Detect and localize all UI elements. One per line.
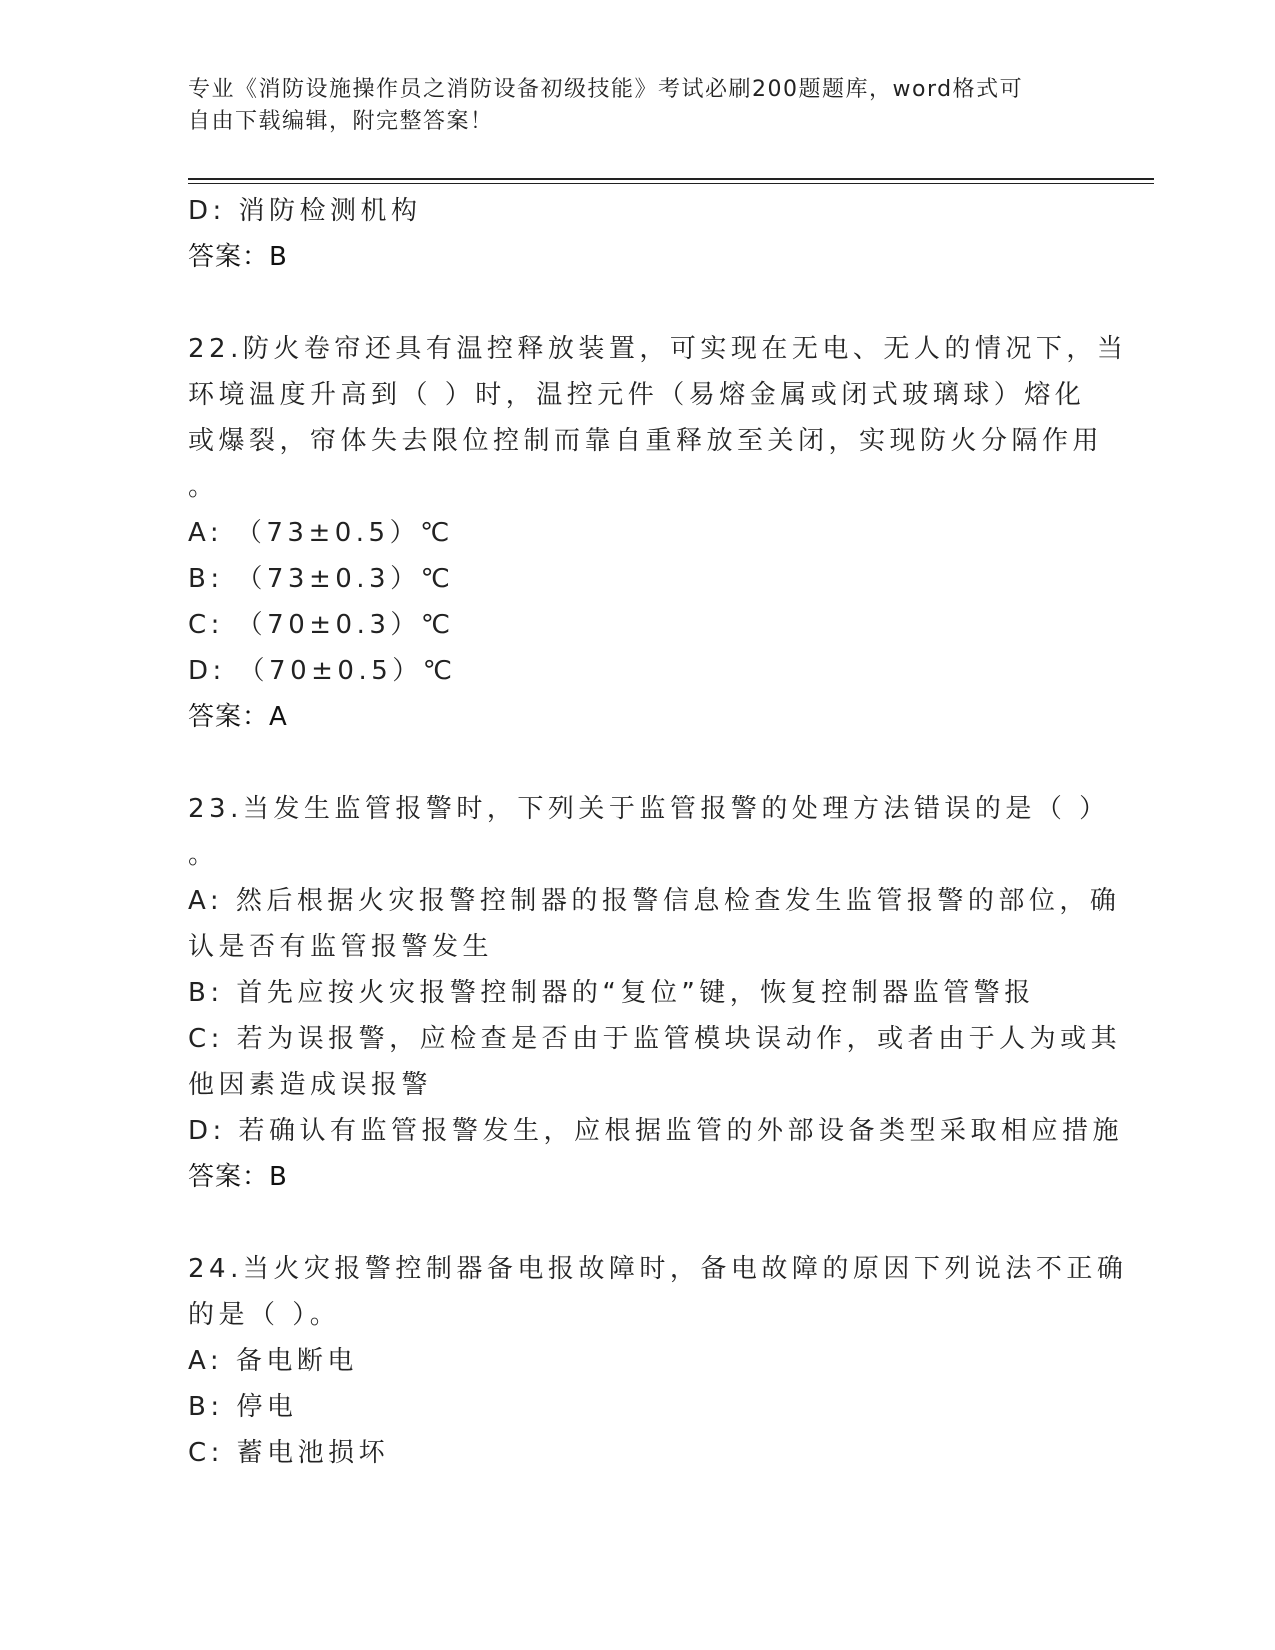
question-stem-line: 环境温度升高到（ ）时，温控元件（易熔金属或闭式玻璃球）熔化	[188, 380, 1086, 410]
document-content	[188, 188, 1128, 1476]
option-c: C: 若为误报警，应检查是否由于监管模块误动作，或者由于人为或其	[188, 1024, 1122, 1054]
question-stem-line: 。	[188, 472, 219, 502]
question-stem-line: 23.当发生监管报警时，下列关于监管报警的处理方法错误的是（ ）	[188, 794, 1110, 824]
option-d: D: （70±0.5）℃	[188, 656, 457, 686]
question-stem-line: 或爆裂，帘体失去限位控制而靠自重释放至关闭，实现防火分隔作用	[188, 426, 1104, 456]
question-stem-line: 22.防火卷帘还具有温控释放装置，可实现在无电、无人的情况下，当	[188, 334, 1128, 364]
header-rule-thick	[188, 178, 1154, 180]
question-24	[188, 1246, 1128, 1476]
answer: 答案：B	[188, 242, 288, 272]
question-stem-line: 。	[188, 840, 219, 870]
option-d: D: 消防检测机构	[188, 196, 422, 226]
option-a: A: 然后根据火灾报警控制器的报警信息检查发生监管报警的部位，确	[188, 886, 1121, 916]
spacer	[188, 740, 1088, 786]
option-a-continued: 认是否有监管报警发生	[188, 932, 494, 962]
page-header	[188, 74, 1068, 138]
question-stem-line: 的是（ ）。	[188, 1300, 341, 1330]
spacer	[188, 280, 1088, 326]
option-c: C: 蓄电池损坏	[188, 1438, 390, 1468]
option-b: B: （73±0.3）℃	[188, 564, 455, 594]
header-line-2: 自由下载编辑，附完整答案！	[188, 109, 494, 134]
question-23	[188, 786, 1124, 1200]
option-c-continued: 他因素造成误报警	[188, 1070, 433, 1100]
option-b: B: 首先应按火灾报警控制器的“复位”键，恢复控制器监管警报	[188, 978, 1035, 1008]
option-b: B: 停电	[188, 1392, 298, 1422]
answer: 答案：B	[188, 1162, 288, 1192]
option-a: A: （73±0.5）℃	[188, 518, 454, 548]
header-line-1: 专业《消防设施操作员之消防设备初级技能》考试必刷200题题库，word格式可	[188, 77, 1024, 102]
option-c: C: （70±0.3）℃	[188, 610, 455, 640]
question-22	[188, 326, 1128, 740]
option-d: D: 若确认有监管报警发生，应根据监管的外部设备类型采取相应措施	[188, 1116, 1124, 1146]
question-stem-line: 24.当火灾报警控制器备电报故障时，备电故障的原因下列说法不正确	[188, 1254, 1128, 1284]
option-a: A: 备电断电	[188, 1346, 358, 1376]
question-21-tail	[188, 188, 1088, 280]
spacer	[188, 1200, 1088, 1246]
answer: 答案：A	[188, 702, 288, 732]
header-rule-thin	[188, 183, 1154, 184]
